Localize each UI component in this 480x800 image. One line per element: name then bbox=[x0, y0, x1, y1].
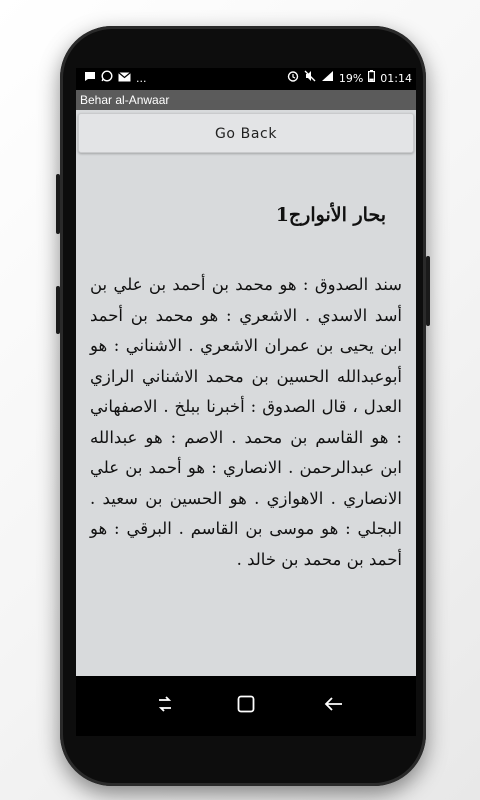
status-bar bbox=[76, 68, 416, 90]
recents-icon[interactable] bbox=[156, 694, 174, 719]
alarm-icon bbox=[287, 68, 299, 90]
message-icon bbox=[84, 68, 96, 90]
app-title-bar: Behar al-Anwaar bbox=[76, 90, 416, 110]
screen bbox=[76, 68, 416, 676]
home-icon[interactable] bbox=[237, 694, 255, 719]
mute-icon bbox=[304, 68, 316, 90]
more-notifications: ... bbox=[136, 72, 147, 85]
status-system bbox=[287, 68, 412, 90]
status-notifications bbox=[84, 68, 147, 90]
battery-percent: 19% bbox=[338, 72, 364, 85]
navigation-bar bbox=[76, 676, 416, 736]
back-icon[interactable] bbox=[324, 694, 344, 719]
power-button bbox=[426, 256, 430, 326]
clock: 01:14 bbox=[380, 72, 412, 85]
battery-icon bbox=[368, 68, 375, 90]
body-text: سند الصدوق : هو محمد بن أحمد بن علي بن أسد الاسدي . الاشعري : هو محمد بن أحمد ابن يحيى بن عمران الاشعري . الاشناني : هو أبوعبدالله الحسين بن محمد الاشناني الرازي العدل ، قال الصدوق : أخبرنا ببلخ . الاصفهاني : هو القاسم بن محمد . الاصم : هو عبدالله ابن عبدالرحمن . الانصاري : هو أحمد بن علي الانصاري . الاهوازي . هو الحسين بن سعيد . البجلي : هو موسى بن القاسم . البرقي : هو أحمد بن محمد بن خالد . bbox=[90, 275, 402, 569]
whatsapp-icon bbox=[101, 68, 113, 90]
content-area[interactable] bbox=[76, 160, 416, 676]
page-title: بحار الأنوارج1 bbox=[275, 204, 386, 226]
mail-icon bbox=[118, 68, 131, 90]
bixby-button bbox=[56, 286, 60, 334]
signal-icon bbox=[321, 68, 334, 90]
volume-button bbox=[56, 174, 60, 234]
go-back-button[interactable]: Go Back bbox=[78, 113, 414, 153]
